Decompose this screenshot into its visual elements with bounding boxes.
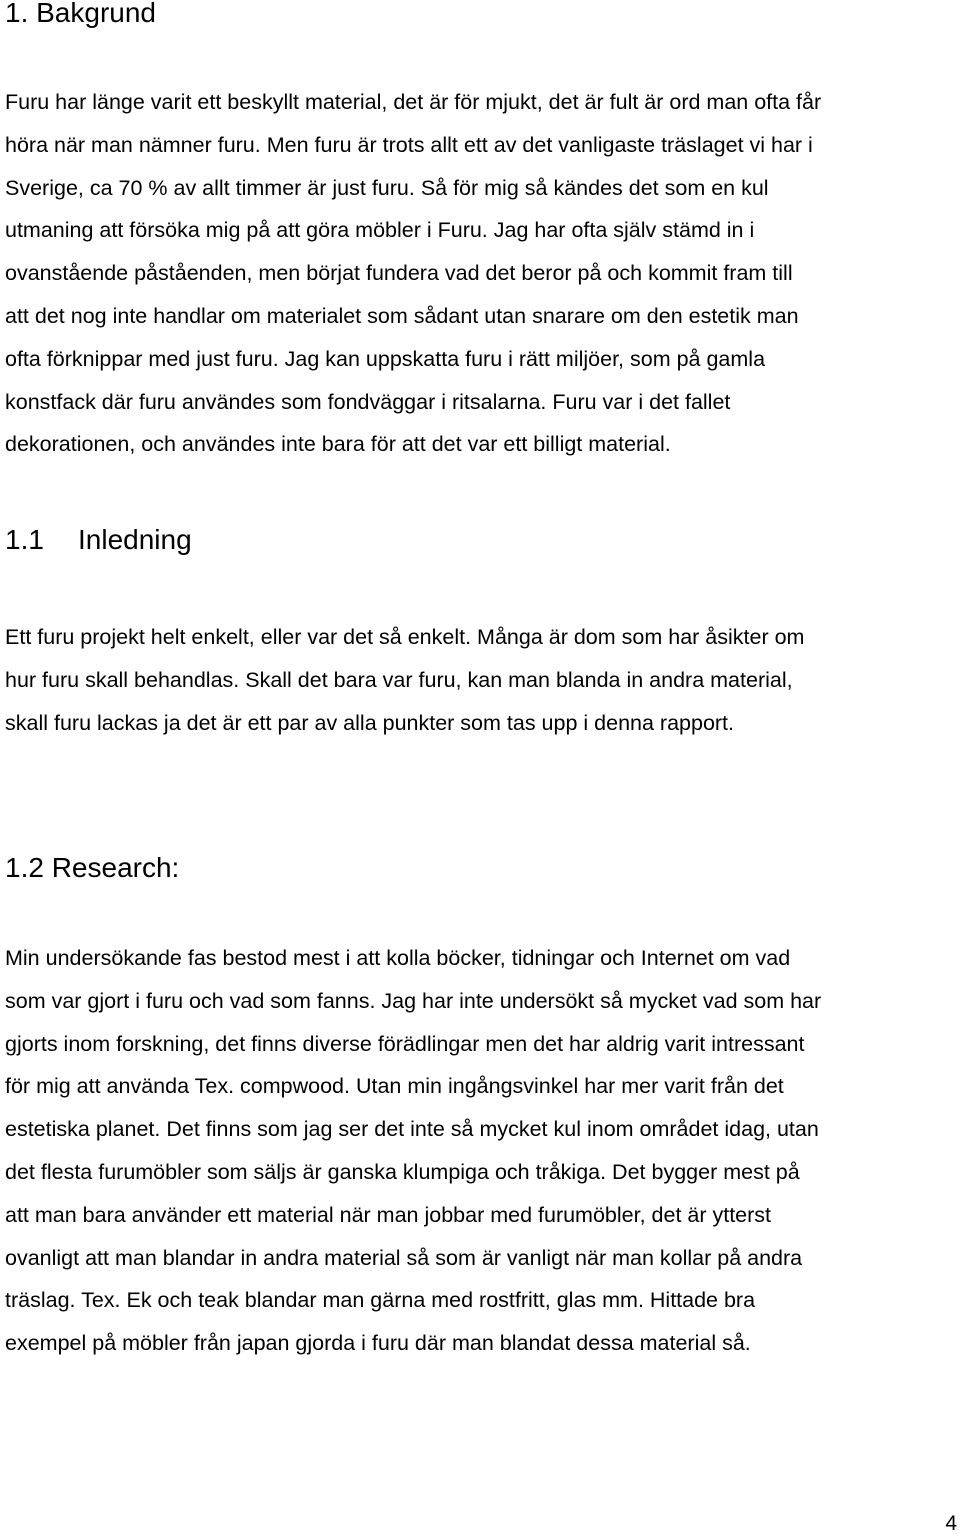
text-line: ovanligt att man blandar in andra material så som är vanligt när man kollar på andra xyxy=(5,1245,803,1270)
heading-research: 1.2 Research: xyxy=(5,852,180,883)
heading-bakgrund: 1. Bakgrund xyxy=(5,0,156,28)
text-line: gjorts inom forskning, det finns diverse förädlingar men det har aldrig varit intressant xyxy=(5,1031,805,1056)
text-line: estetiska planet. Det finns som jag ser det inte så mycket kul inom området idag, utan xyxy=(5,1117,819,1142)
heading-title: Inledning xyxy=(78,524,192,555)
heading-inledning xyxy=(5,524,192,556)
text-line: det flesta furumöbler som säljs är ganska klumpiga och tråkiga. Det bygger mest på xyxy=(5,1159,800,1184)
text-line: hur furu skall behandlas. Skall det bara var furu, kan man blanda in andra material, xyxy=(5,667,793,692)
text-line: ofta förknippar med just furu. Jag kan uppskatta furu i rätt miljöer, som på gamla xyxy=(5,346,766,371)
text-line: exempel på möbler från japan gjorda i furu där man blandat dessa material så. xyxy=(5,1331,751,1356)
text-line: Min undersökande fas bestod mest i att kolla böcker, tidningar och Internet om vad xyxy=(5,946,791,970)
paragraph-inledning xyxy=(5,616,945,744)
heading-number: 1.1 xyxy=(5,524,44,555)
page-number: 4 xyxy=(945,1512,957,1535)
text-line: Sverige, ca 70 % av allt timmer är just furu. Så för mig så kändes det som en kul xyxy=(5,175,769,200)
text-line: utmaning att försöka mig på att göra möbler i Furu. Jag har ofta själv stämd in i xyxy=(5,218,755,243)
text-line: höra när man nämner furu. Men furu är trots allt ett av det vanligaste träslaget vi har i xyxy=(5,132,813,157)
text-line: träslag. Tex. Ek och teak blandar man gärna med rostfritt, glas mm. Hittade bra xyxy=(5,1288,756,1313)
paragraph-bakgrund xyxy=(5,81,945,466)
text-line: för mig att använda Tex. compwood. Utan min ingångsvinkel har mer varit från det xyxy=(5,1074,784,1099)
text-line: konstfack där furu användes som fondväggar i ritsalarna. Furu var i det fallet xyxy=(5,389,731,414)
text-line: att man bara använder ett material när man jobbar med furumöbler, det är ytterst xyxy=(5,1202,772,1227)
text-line: skall furu lackas ja det är ett par av alla punkter som tas upp i denna rapport. xyxy=(5,710,735,735)
text-line: Ett furu projekt helt enkelt, eller var det så enkelt. Många är dom som har åsikter om xyxy=(5,625,805,649)
text-line: ovanstående påståenden, men börjat fundera vad det beror på och kommit fram till xyxy=(5,261,793,286)
text-line: som var gjort i furu och vad som fanns. Jag har inte undersökt så mycket vad som har xyxy=(5,988,822,1013)
paragraph-research xyxy=(5,937,945,1365)
text-line: dekorationen, och användes inte bara för att det var ett billigt material. xyxy=(5,432,671,457)
text-line: Furu har länge varit ett beskyllt material, det är för mjukt, det är fult är ord man ofta får xyxy=(5,90,822,114)
text-line: att det nog inte handlar om materialet som sådant utan snarare om den estetik man xyxy=(5,303,799,328)
